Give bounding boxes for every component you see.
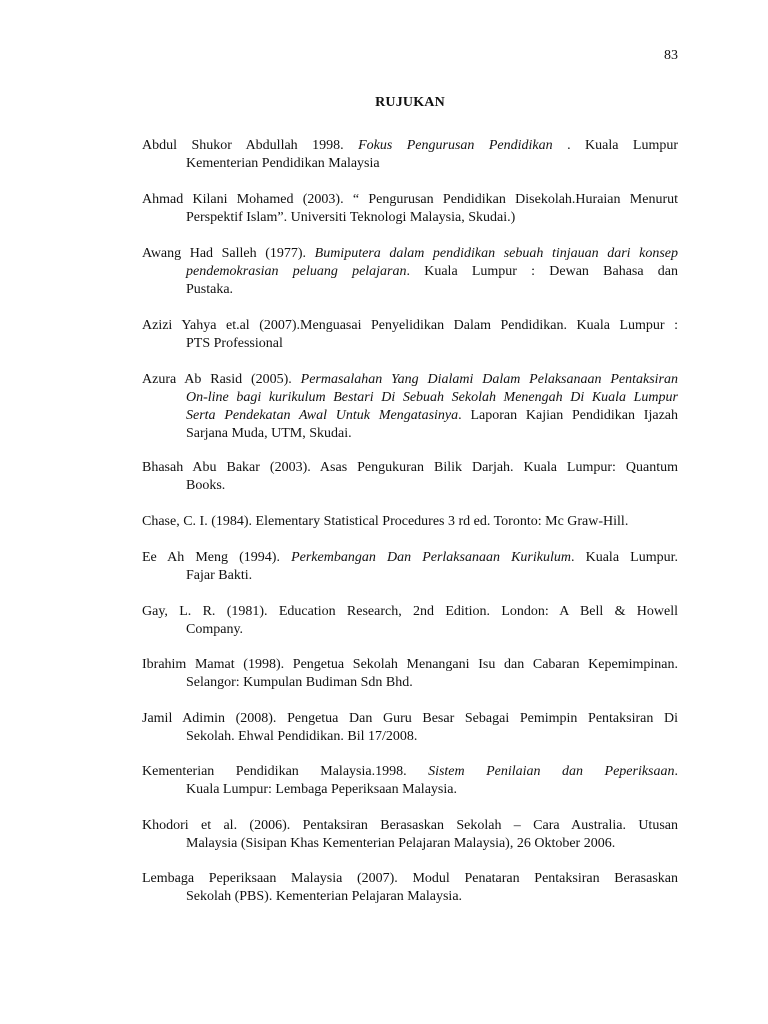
reference-text: Pustaka. [186, 282, 234, 297]
reference-title-text: Fokus Pengurusan Pendidikan [358, 138, 553, 153]
reference-text: Selangor: Kumpulan Budiman Sdn Bhd. [186, 675, 413, 690]
reference-entry [142, 459, 678, 495]
reference-entry [142, 656, 678, 692]
reference-first-line [142, 317, 678, 335]
reference-text: Khodori et al. (2006). Pentaksiran Berasaskan Sekolah – Cara Australia. Utusan [142, 818, 678, 833]
reference-text: PTS Professional [186, 336, 283, 351]
reference-text: Perspektif Islam”. Universiti Teknologi Malaysia, Skudai.) [186, 210, 516, 225]
reference-continuation-line [142, 209, 678, 227]
reference-title-text: Sistem Penilaian dan Peperiksaan [428, 764, 675, 779]
reference-text: Ibrahim Mamat (1998). Pengetua Sekolah Menangani Isu dan Cabaran Kepemimpinan. [142, 657, 678, 672]
reference-text: Bhasah Abu Bakar (2003). Asas Pengukuran Bilik Darjah. Kuala Lumpur: Quantum [142, 460, 678, 475]
reference-continuation-line [142, 567, 678, 585]
reference-text: Sekolah (PBS). Kementerian Pelajaran Malaysia. [186, 889, 463, 904]
reference-text: Kementerian Pendidikan Malaysia.1998. [142, 764, 429, 779]
reference-text: . Kuala Lumpur [552, 138, 679, 153]
reference-continuation-line [142, 621, 678, 639]
reference-text: Ahmad Kilani Mohamed (2003). “ Pengurusan Pendidikan Disekolah.Huraian Menurut [142, 192, 678, 207]
reference-entry [142, 513, 678, 531]
reference-text: Kementerian Pendidikan Malaysia [186, 156, 380, 171]
reference-first-line [142, 817, 678, 835]
reference-entry [142, 137, 678, 173]
reference-text: Awang Had Salleh (1977). [142, 246, 315, 261]
reference-title-text: On-line bagi kurikulum Bestari Di Sebuah Sekolah Menengah Di Kuala Lumpur [186, 390, 678, 405]
reference-text: Malaysia (Sisipan Khas Kementerian Pelajaran Malaysia), 26 Oktober 2006. [186, 836, 616, 851]
reference-title-text: Bumiputera dalam pendidikan sebuah tinjauan dari konsep [314, 246, 679, 261]
reference-entry [142, 603, 678, 639]
reference-continuation-line [142, 281, 678, 299]
reference-entry [142, 317, 678, 353]
page-heading: RUJUKAN [375, 95, 445, 110]
reference-text: Jamil Adimin (2008). Pengetua Dan Guru Besar Sebagai Pemimpin Pentaksiran Di [142, 711, 678, 726]
reference-text: Abdul Shukor Abdullah 1998. [142, 138, 359, 153]
reference-entry [142, 817, 678, 853]
reference-text: Sarjana Muda, UTM, Skudai. [186, 426, 352, 441]
reference-first-line [142, 191, 678, 209]
reference-entry [142, 371, 678, 443]
reference-text: . Kuala Lumpur. [570, 550, 678, 565]
reference-text: Azura Ab Rasid (2005). [142, 372, 301, 387]
reference-entry [142, 191, 678, 227]
reference-first-line [142, 870, 678, 888]
reference-first-line [142, 710, 678, 728]
reference-continuation-line [142, 263, 678, 281]
reference-continuation-line [142, 674, 678, 692]
reference-text: Books. [186, 478, 226, 493]
reference-continuation-line [142, 728, 678, 746]
reference-entry [142, 549, 678, 585]
page-number: 83 [664, 48, 678, 63]
reference-first-line [142, 656, 678, 674]
reference-first-line [142, 459, 678, 477]
reference-text: Kuala Lumpur: Lembaga Peperiksaan Malaysia. [186, 782, 457, 797]
reference-continuation-line [142, 335, 678, 353]
reference-entry [142, 870, 678, 906]
reference-title-text: pendemokrasian peluang pelajaran [186, 264, 407, 279]
reference-text: . Laporan Kajian Pendidikan Ijazah [458, 408, 678, 423]
reference-continuation-line [142, 781, 678, 799]
reference-entry [142, 763, 678, 799]
reference-text: Company. [186, 622, 244, 637]
reference-title-text: Perkembangan Dan Perlaksanaan Kurikulum [291, 550, 571, 565]
reference-title-text: Permasalahan Yang Dialami Dalam Pelaksanaan Pentaksiran [300, 372, 678, 387]
reference-entry [142, 245, 678, 299]
reference-text: Sekolah. Ehwal Pendidikan. Bil 17/2008. [186, 729, 418, 744]
reference-text: Fajar Bakti. [186, 568, 253, 583]
reference-first-line [142, 245, 678, 263]
reference-continuation-line [142, 407, 678, 425]
reference-text: Lembaga Peperiksaan Malaysia (2007). Modul Penataran Pentaksiran Berasaskan [142, 871, 678, 886]
reference-continuation-line [142, 477, 678, 495]
reference-continuation-line [142, 425, 678, 443]
reference-text: . [674, 764, 679, 779]
reference-text: Azizi Yahya et.al (2007).Menguasai Penyelidikan Dalam Pendidikan. Kuala Lumpur : [142, 318, 678, 333]
reference-first-line [142, 137, 678, 155]
reference-continuation-line [142, 835, 678, 853]
reference-continuation-line [142, 389, 678, 407]
reference-entry [142, 710, 678, 746]
reference-first-line [142, 603, 678, 621]
reference-first-line [142, 371, 678, 389]
reference-text: Gay, L. R. (1981). Education Research, 2nd Edition. London: A Bell & Howell [142, 604, 678, 619]
reference-first-line [142, 549, 678, 567]
reference-text: . Kuala Lumpur : Dewan Bahasa dan [406, 264, 678, 279]
reference-text: Chase, C. I. (1984). Elementary Statistical Procedures 3 rd ed. Toronto: Mc Graw-Hill. [142, 514, 629, 529]
reference-text: Ee Ah Meng (1994). [142, 550, 292, 565]
reference-continuation-line [142, 155, 678, 173]
reference-continuation-line [142, 888, 678, 906]
reference-title-text: Serta Pendekatan Awal Untuk Mengatasinya [186, 408, 459, 423]
reference-first-line [142, 513, 678, 531]
reference-first-line [142, 763, 678, 781]
